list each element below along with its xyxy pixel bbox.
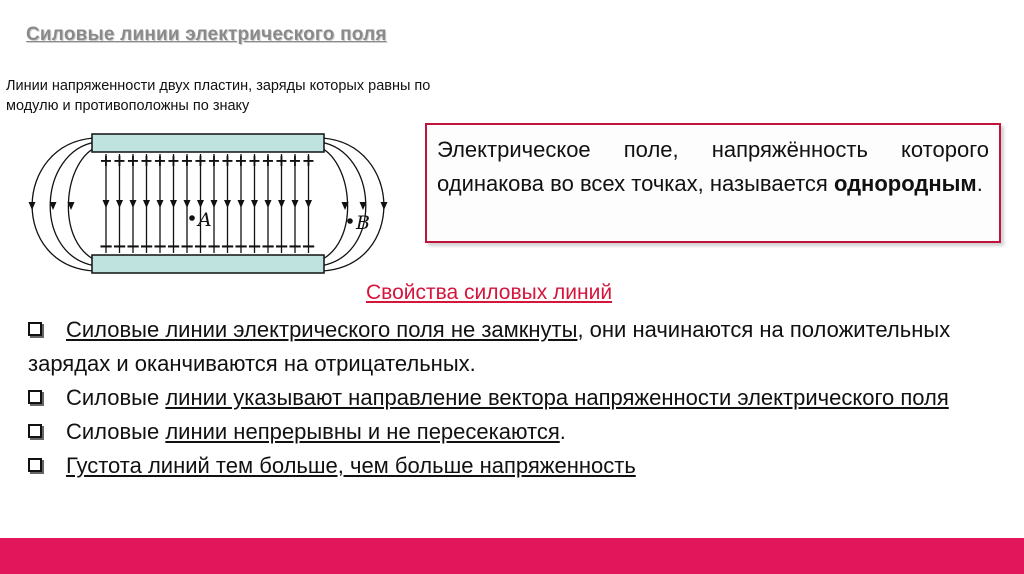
plus-sign: +: [274, 151, 289, 170]
minus-sign: −: [125, 236, 141, 257]
point-a-dot: [189, 215, 195, 221]
minus-sign: −: [219, 236, 236, 257]
arrow-icon: [292, 200, 299, 208]
arrow-icon: [130, 200, 137, 208]
minus-sign: −: [165, 236, 182, 257]
minus-sign: −: [273, 236, 290, 257]
checkbox-icon: [28, 390, 42, 404]
minus-sign: −: [233, 236, 249, 257]
minus-sign: −: [192, 236, 209, 257]
minus-sign: −: [138, 236, 155, 257]
plus-sign: +: [301, 151, 316, 170]
arrow-icon: [381, 202, 388, 210]
plus-sign: +: [112, 151, 127, 170]
arrow-icon: [103, 200, 110, 208]
property-text: Силовые: [66, 385, 166, 410]
properties-title: Свойства силовых линий: [366, 281, 613, 304]
point-b-label: B: [356, 212, 370, 234]
positive-plate: [92, 134, 324, 152]
slide-title: Силовые линии электрического поля: [26, 24, 387, 45]
arrow-icon: [211, 200, 218, 208]
arrow-icon: [157, 200, 164, 208]
plus-sign: +: [261, 151, 275, 170]
definition-bold-term: однородным: [833, 171, 977, 196]
property-text: Силовые: [66, 419, 166, 444]
plus-sign: +: [180, 151, 194, 170]
plus-sign: +: [166, 151, 181, 170]
fringe-field-line: [322, 138, 384, 271]
property-item-3: [28, 415, 1008, 449]
minus-sign: −: [287, 236, 303, 257]
checkbox-icon: [28, 424, 42, 438]
checkbox-icon: [28, 322, 42, 336]
minus-sign: −: [206, 236, 222, 257]
properties-list: [28, 313, 1008, 483]
checkbox-icon: [28, 458, 42, 472]
property-item-2: [28, 381, 1008, 415]
diagram-caption: Линии напряженности двух пластин, заряды которых равны по модулю и противоположны по знаку: [6, 78, 431, 114]
point-b-dot: [347, 218, 353, 224]
plus-sign: +: [99, 151, 113, 170]
definition-box: [425, 123, 1001, 243]
property-underlined-text: линии указывают направление вектора напряженности электрического поля: [165, 385, 949, 410]
property-underlined-text: линии непрерывны и не пересекаются: [165, 419, 560, 444]
arrow-icon: [251, 200, 258, 208]
property-underlined-text: Силовые линии электрического поля не замкнуты: [66, 317, 578, 342]
fringe-field-line: [32, 138, 94, 271]
arrow-icon: [265, 200, 272, 208]
minus-sign: −: [179, 236, 195, 257]
plus-sign: +: [234, 151, 248, 170]
plus-sign: +: [220, 151, 235, 170]
arrow-icon: [116, 200, 123, 208]
property-text: , они начинаются на положительных зарядах и оканчиваются на отрицательных.: [28, 317, 951, 376]
plus-sign: +: [153, 151, 167, 170]
bottom-accent-bar: [0, 538, 1024, 574]
arrow-icon: [278, 200, 285, 208]
plus-sign: +: [126, 151, 140, 170]
definition-text: Электрическое поле, напряжённость которого одинакова во всех точках, называется: [437, 137, 989, 196]
property-item-4: [28, 449, 1008, 483]
field-lines-diagram: [8, 126, 408, 286]
minus-sign: −: [152, 236, 168, 257]
plus-sign: +: [288, 151, 302, 170]
minus-sign: −: [111, 236, 128, 257]
plus-sign: +: [139, 151, 154, 170]
plus-sign: +: [207, 151, 221, 170]
property-text: .: [559, 419, 566, 444]
negative-plate: [92, 255, 324, 273]
minus-sign: −: [260, 236, 276, 257]
arrow-icon: [305, 200, 312, 208]
arrow-icon: [197, 200, 204, 208]
property-item-1: [28, 313, 1008, 381]
minus-sign: −: [246, 236, 263, 257]
arrow-icon: [224, 200, 231, 208]
plus-sign: +: [247, 151, 262, 170]
arrow-icon: [184, 200, 191, 208]
arrow-icon: [238, 200, 245, 208]
arrow-icon: [170, 200, 177, 208]
property-underlined-text: Густота линий тем больше, чем больше напряженность: [66, 453, 636, 478]
definition-end: .: [976, 171, 983, 196]
arrow-icon: [29, 202, 36, 210]
minus-charges: [98, 236, 316, 257]
point-a-label: A: [198, 209, 212, 231]
plus-charges: [99, 151, 315, 170]
minus-sign: −: [98, 236, 114, 257]
plus-sign: +: [193, 151, 208, 170]
minus-sign: −: [300, 236, 317, 257]
arrow-icon: [143, 200, 150, 208]
